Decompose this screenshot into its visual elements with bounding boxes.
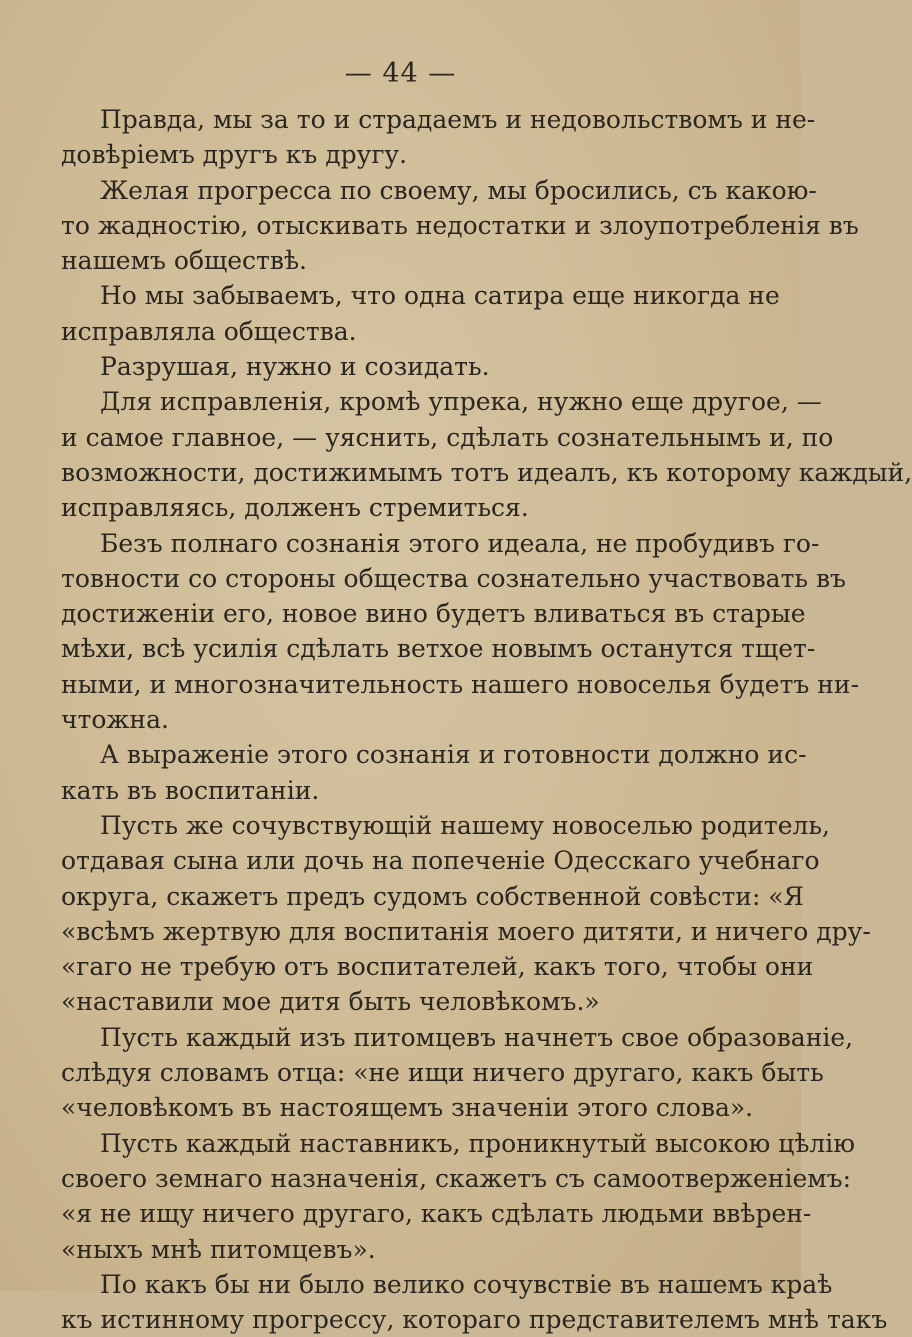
text-line: кать въ воспитаніи.	[61, 775, 320, 805]
text-line: исправляясь, долженъ стремиться.	[61, 493, 529, 523]
text-line: А выраженіе этого сознанія и готовности должно ис-	[100, 740, 807, 770]
text-line: Но мы забываемъ, что одна сатира еще никогда не	[100, 281, 780, 311]
text-line: и самое главное, — уяснить, сдѣлать сознательнымъ и, по	[61, 422, 834, 452]
text-line: Пусть же сочувствующій нашему новоселью родитель,	[100, 810, 830, 840]
text-line: «я не ищу ничего другаго, какъ сдѣлать людьми ввѣрен-	[61, 1199, 812, 1229]
text-line: достиженіи его, новое вино будетъ вливаться въ старые	[61, 599, 806, 629]
text-line: Пусть каждый изъ питомцевъ начнетъ свое образованіе,	[100, 1022, 854, 1052]
text-line: слѣдуя словамъ отца: «не ищи ничего другаго, какъ быть	[61, 1058, 824, 1088]
text-line: мѣхи, всѣ усилія сдѣлать ветхое новымъ останутся тщет-	[61, 634, 816, 664]
body-text	[61, 102, 912, 1337]
text-line: Пусть каждый наставникъ, проникнутый высокою цѣлію	[100, 1128, 856, 1158]
text-line: чтожна.	[61, 705, 169, 735]
text-line: ными, и многозначительность нашего новоселья будетъ ни-	[61, 669, 860, 699]
text-line: Для исправленія, кромѣ упрека, нужно еще другое, —	[100, 387, 822, 417]
text-line: Правда, мы за то и страдаемъ и недовольствомъ и не-	[100, 105, 816, 134]
text-line: довѣріемъ другъ къ другу.	[61, 140, 408, 170]
text-line: товности со стороны общества сознательно участвовать въ	[61, 563, 846, 593]
text-line: округа, скажетъ предъ судомъ собственной совѣсти: «Я	[61, 881, 804, 911]
text-line: Разрушая, нужно и созидать.	[100, 352, 490, 382]
page-number: — 44 —	[344, 58, 457, 89]
text-line: «гаго не требую отъ воспитателей, какъ того, чтобы они	[61, 952, 814, 982]
text-line: Желая прогресса по своему, мы бросились, съ какою-	[100, 175, 817, 205]
text-line: возможности, достижимымъ тотъ идеалъ, къ которому каждый,	[61, 457, 912, 487]
text-line: По какъ бы ни было велико сочувствіе въ нашемъ краѣ	[100, 1269, 833, 1299]
text-line: «всѣмъ жертвую для воспитанія моего дитяти, и ничего дру-	[61, 916, 871, 946]
text-line: своего земнаго назначенія, скажетъ съ самоотверженіемъ:	[61, 1163, 852, 1193]
text-line: къ истинному прогрессу, котораго представителемъ мнѣ такъ	[61, 1305, 888, 1335]
text-line: Безъ полнаго сознанія этого идеала, не пробудивъ го-	[100, 528, 820, 558]
text-line: нашемъ обществѣ.	[61, 246, 307, 276]
text-line: «человѣкомъ въ настоящемъ значеніи этого слова».	[61, 1093, 754, 1123]
text-line: то жадностію, отыскивать недостатки и злоупотребленія въ	[61, 210, 859, 240]
text-line: «ныхъ мнѣ питомцевъ».	[61, 1234, 376, 1264]
text-line: отдавая сына или дочь на попеченіе Одесскаго учебнаго	[61, 846, 820, 876]
text-line: исправляла общества.	[61, 316, 357, 346]
text-line: «наставили мое дитя быть человѣкомъ.»	[61, 987, 600, 1017]
